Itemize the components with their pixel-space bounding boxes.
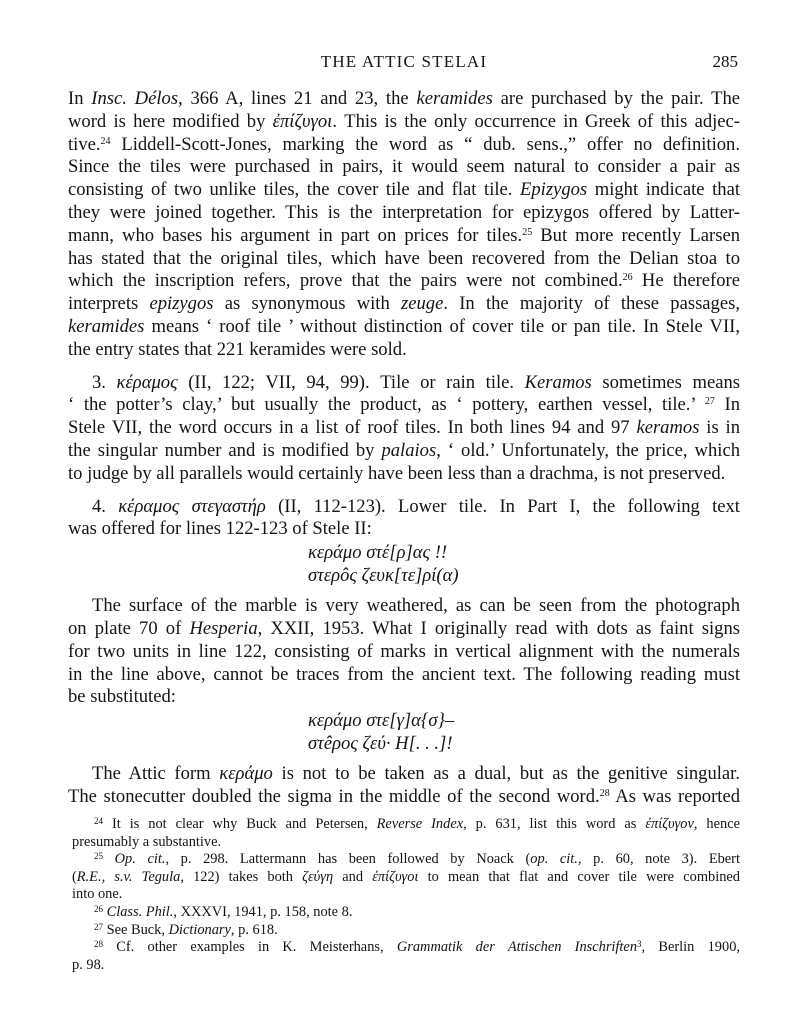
text-run: was offered for lines 122-123 of Stele II: [68,518,372,540]
footnote-number: 28 [94,939,103,950]
footnote-ref: 24 [100,135,111,147]
italic-text: ἐπίζυγοι [272,110,333,132]
text-run: has stated that the original tiles, which have been recovered from the Delian stoa to [68,247,740,269]
text-run: , hence [693,816,740,832]
paragraph [68,496,740,542]
text-run: , p. 631, list this word as [463,816,646,832]
text-run: , p. 298. Lattermann has been followed by Noack ( [165,851,531,868]
text-run: The stonecutter doubled the sigma in the middle of the second word. [68,785,600,807]
footnote-line [72,834,740,852]
inscription-line: κεράμο στέ[ρ]ας !! [308,542,448,564]
text-line [68,763,740,786]
text-line [68,339,740,362]
paragraph [68,763,740,809]
text-line [68,440,740,463]
text-line [68,270,740,293]
text-run: into one. [72,886,123,903]
footnote-line [72,886,740,904]
text-run: might indicate that [587,179,741,201]
italic-text: ζεύγη [302,868,334,885]
text-run: Cf. other examples in K. Meisterhans, [116,939,397,956]
text-run: . In the majority of these passages, [443,293,740,315]
italic-text: zeuge [401,293,444,315]
running-title: THE ATTIC STELAI [320,52,488,71]
text-run: As was reported [609,785,740,807]
text-run: , p. 618. [230,921,278,938]
italic-text: κεράμο [219,763,273,785]
text-run: But more recently Larsen [532,224,740,246]
footnote-line [72,939,740,957]
text-line [68,293,740,316]
text-line [68,641,740,664]
greek-inscription [68,709,740,755]
text-run: be substituted: [68,686,176,708]
footnote-line [72,904,740,922]
italic-text: ἐπίζυγοι [372,868,419,885]
text-run: , p. 60, note 3). Ebert [577,851,740,868]
text-run: Liddell-Scott-Jones, marking the word as “ dub. sens.,” offer no definition. [110,133,740,155]
text-run: for two units in line 122, consisting of marks in vertical alignment with the numerals [68,640,740,662]
text-run: , 122) takes both [180,868,303,885]
italic-text: epizygos [149,293,214,315]
footnote [72,816,740,851]
text-run: to judge by all parallels would certainly have been less than a drachma, is not preserved. [68,462,726,484]
footnote-ref: 3 [637,939,642,950]
footnote [72,922,740,940]
text-line [68,179,740,202]
text-run: in the line above, cannot be traces from the ancient text. The following reading must [68,663,740,685]
text-run: tive. [68,133,101,155]
footnote-number: 26 [94,903,103,914]
text-run: the entry states that 221 keramides were sold. [68,338,407,360]
footnote-ref: 25 [522,226,533,238]
text-line [68,664,740,687]
footnote-line [72,957,740,975]
text-line [68,111,740,134]
text-line [68,248,740,271]
text-run: See Buck, [106,921,169,938]
text-run: ‘ the potter’s clay,’ but usually the product, as ‘ pottery, earthen vessel, tile.’ [68,394,705,416]
italic-text: Epizygos [520,179,588,201]
italic-text: Class. Phil. [106,903,174,920]
inscription-line: στêρος ζεύ· Η[. . .]! [308,733,453,755]
text-run: as synonymous with [213,293,401,315]
footnotes [72,816,740,974]
italic-text: Keramos [524,371,592,393]
text-run: , XXXVI, 1941, p. 158, note 8. [173,903,353,920]
italic-text: κέραμος στεγαστήρ [118,495,266,517]
text-run: the singular number and is modified by [68,439,382,461]
paragraph [68,88,740,362]
italic-text: Hesperia [189,617,258,639]
footnote-line [72,816,740,834]
text-run: In [68,88,92,109]
page-header [70,52,738,76]
text-run: p. 98. [72,956,105,973]
text-line [68,786,740,809]
italic-text: Dictionary [168,921,231,938]
text-run: are purchased by the pair. The [492,88,741,109]
footnote-number: 27 [94,921,103,932]
italic-text: κέραμος [116,371,178,393]
text-run: and [333,868,373,885]
text-run: is not to be taken as a dual, but as the genitive singular. [272,763,740,785]
text-run: It is not clear why Buck and Petersen, [111,816,377,832]
text-line [68,156,740,179]
italic-text: Reverse Index [376,816,464,832]
italic-text: keramides [416,88,493,109]
italic-text: keramides [68,315,145,337]
text-run: presumably a substantive. [72,833,222,850]
footnote-ref: 27 [704,396,715,408]
text-run: interprets [68,293,150,315]
italic-text: Grammatik der Attischen Inschriften [396,939,638,956]
text-run: (II, 122; VII, 94, 99). Tile or rain tile. [177,371,525,393]
text-line [68,595,740,618]
italic-text: Op. cit. [114,851,166,868]
text-run: 4. [92,495,119,517]
italic-text: ἐπίζυγον [645,816,694,832]
footnote-number: 24 [94,816,103,826]
text-run: , XXII, 1953. What I originally read with dots as faint signs [257,617,741,639]
greek-inscription [68,541,740,587]
text-line [68,618,740,641]
italic-text: op. cit. [530,851,578,868]
text-run: (II, 112-123). Lower tile. In Part I, the following text [265,495,740,517]
text-run: The Attic form [92,763,220,785]
footnote-line [72,851,740,869]
body-text [68,88,740,809]
text-run: consisting of two unlike tiles, the cover tile and flat tile. [68,179,521,201]
text-run: ( [72,868,77,885]
paragraph [68,372,740,486]
footnote [72,939,740,974]
text-run: on plate 70 of [68,617,190,639]
text-line [68,372,740,395]
text-run: He therefore [632,270,740,292]
text-run: is in [699,417,740,439]
italic-text: palaios [381,439,437,461]
text-line [68,417,740,440]
text-run: mann, who bases his argument in part on prices for tiles. [68,224,523,246]
text-run: The surface of the marble is very weathered, as can be seen from the photograph [92,595,740,617]
text-line [68,134,740,157]
text-line [68,202,740,225]
footnote [72,904,740,922]
footnote-line [72,922,740,940]
inscription-line: στερôς ζευκ[τε]ρί(α) [308,565,459,587]
text-line [68,394,740,417]
footnote-ref: 28 [599,787,610,799]
text-run: which the inscription refers, prove that the pairs were not combined. [68,270,623,292]
text-run: In [714,394,740,416]
text-line [68,686,740,709]
italic-text: R.E., s.v. Tegula [76,868,181,885]
text-run: , ‘ old.’ Unfortunately, the price, which [436,439,740,461]
text-run: to mean that flat and cover tile were combined [418,868,740,885]
text-run: , Berlin 1900, [641,939,740,956]
text-run: Stele VII, the word occurs in a list of roof tiles. In both lines 94 and 97 [68,417,637,439]
text-run: word is here modified by [68,110,273,132]
text-run: . This is the only occurrence in Greek of this adjec- [332,110,740,132]
text-line [68,316,740,339]
text-line [68,225,740,248]
footnote [72,851,740,904]
text-run: Since the tiles were purchased in pairs, it would seem natural to consider a pair as [68,156,740,178]
footnote-line [72,869,740,887]
text-line [68,496,740,519]
text-run: means ‘ roof tile ’ without distinction of cover tile or pan tile. In Stele VII, [144,315,740,337]
page-number: 285 [712,52,738,71]
footnote-number: 25 [94,851,103,862]
inscription-line: κεράμο στε[γ]α{σ}– [308,710,455,732]
text-run: sometimes means [591,371,740,393]
text-run: , 366 A, lines 21 and 23, the [178,88,417,109]
footnote-ref: 26 [622,272,633,284]
text-run: they were joined together. This is the interpretation for epizygos offered by Latter- [68,201,740,223]
italic-text: keramos [636,417,700,439]
italic-text: Insc. Délos [91,88,179,109]
paragraph [68,595,740,709]
text-run: 3. [92,371,117,393]
text-line [68,463,740,486]
text-line [68,88,740,111]
text-line [68,518,740,541]
